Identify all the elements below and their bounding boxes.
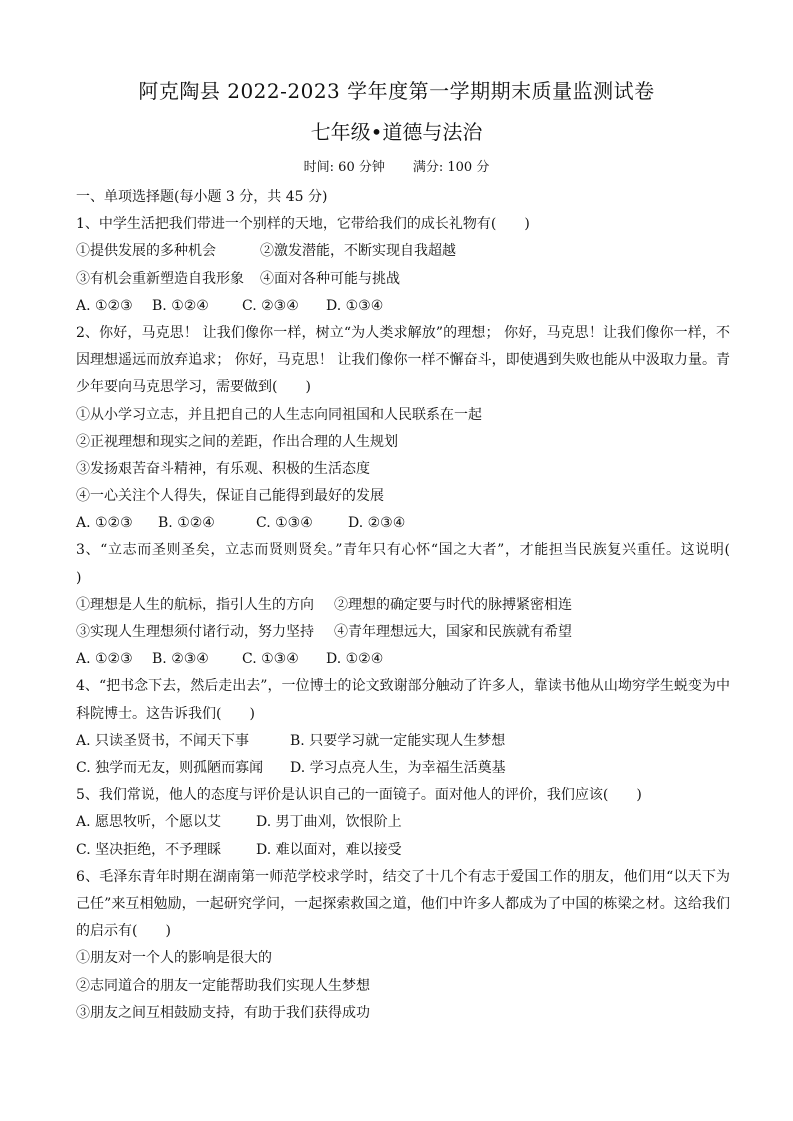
q2-statement-2: ②正视理想和现实之间的差距，作出合理的人生规划 [76,433,398,450]
exam-title: 阿克陶县 2022-2023 学年度第一学期期末质量监测试卷 [138,79,655,103]
q3-statement-4: ④青年理想远大，国家和民族就有希望 [334,624,572,641]
q4-choice-d: D. 学习点亮人生，为幸福生活奠基 [290,760,506,777]
question-4-choices-a [76,728,730,755]
q3-statement-2: ②理想的确定要与时代的脉搏紧密相连 [334,596,572,613]
exam-meta [0,160,793,176]
question-3-stem: 3、“立志而圣则圣矣，立志而贤则贤矣。”青年只有心怀“国之大者”，才能担当民族复兴重任。这说明( ) [76,542,758,586]
q5-choice-b: D. 男丁曲刈，饮恨阶上 [256,814,402,831]
q5-choice-c: C. 坚决拒绝，不予理睬 [76,841,222,858]
q1-statement-1: ①提供发展的多种机会 [76,243,216,260]
question-4-choices-b [76,755,730,782]
exam-score: 满分: 100 分 [412,160,490,175]
question-2-stem: 2、你好，马克思！ 让我们像你一样，树立“为人类求解放”的理想； 你好，马克思！让我们像你一样，不因理想遥远而放弃追求； 你好，马克思！ 让我们像你一样不懈奋斗，即使遇到失败也能从中汲取力量。青少年要向马克思学习，需要做到( ) [76,324,730,396]
q1-statement-2: ②激发潜能，不断实现自我超越 [260,243,456,260]
exam-time: 时间: 60 分钟 [303,160,385,175]
q6-statement-1: ①朋友对一个人的影响是很大的 [76,950,272,967]
q4-choice-c: C. 独学而无友，则孤陋而寡闻 [76,760,264,777]
q2-choice-b: B. ①②④ [158,515,215,532]
question-1-stem: 1、中学生活把我们带进一个别样的天地，它带给我们的成长礼物有( ) [76,216,530,233]
q3-choice-b: B. ②③④ [152,651,209,668]
q3-choice-a: A. ①②③ [76,651,133,668]
q2-statement-3: ③发扬艰苦奋斗精神，有乐观、积极的生活态度 [76,460,370,477]
question-1-statements-b [76,266,730,293]
q1-choice-c: C. ②③④ [242,297,299,314]
q1-statement-4: ④面对各种可能与挑战 [260,270,400,287]
q2-choice-d: D. ②③④ [348,515,406,532]
q1-choice-b: B. ①②④ [152,297,209,314]
q2-choice-c: C. ①③④ [256,515,313,532]
section-heading: 一、单项选择题(每小题 3 分，共 45 分) [76,189,328,205]
q4-choice-a: A. 只读圣贤书，不闻天下事 [76,732,250,749]
q2-choice-a: A. ①②③ [76,515,133,532]
question-1-statements-a [76,238,730,265]
question-4-stem: 4、“把书念下去，然后走出去”，一位博士的论文致谢部分触动了许多人，靠读书他从山坳穷学生蜕变为中科院博士。这告诉我们( ) [76,678,730,722]
q5-choice-d: D. 难以面对，难以接受 [256,841,402,858]
question-5-choices-b [76,837,730,864]
question-2-choices [76,510,730,537]
question-3-statements-a [76,592,730,619]
q6-statement-3: ③朋友之间互相鼓励支持，有助于我们获得成功 [76,1004,370,1021]
q1-choice-a: A. ①②③ [76,297,133,314]
q3-statement-3: ③实现人生理想须付诸行动，努力坚持 [76,624,314,641]
q4-choice-b: B. 只要学习就一定能实现人生梦想 [290,732,506,749]
q3-choice-d: D. ①②④ [326,651,384,668]
q2-statement-4: ④一心关注个人得失，保证自己能得到最好的发展 [76,488,384,505]
exam-subtitle: 七年级•道德与法治 [310,120,483,144]
q3-choice-c: C. ①③④ [242,651,299,668]
q1-statement-3: ③有机会重新塑造自我形象 [76,270,244,287]
question-3-choices [76,646,730,673]
question-1-choices [76,293,730,320]
q3-statement-1: ①理想是人生的航标，指引人生的方向 [76,596,314,613]
q5-choice-a: A. 愿思牧听，个愿以艾 [76,814,222,831]
question-3-statements-b [76,619,730,646]
exam-body [76,184,758,1027]
q1-choice-d: D. ①③④ [326,297,384,314]
q2-statement-1: ①从小学习立志，并且把自己的人生志向同祖国和人民联系在一起 [76,406,482,423]
question-6-stem: 6、毛泽东青年时期在湖南第一师范学校求学时，结交了十几个有志于爱国工作的朋友，他们用“以天下为己任”来互相勉励，一起研究学问，一起探索救国之道，他们中许多人都成为了中国的栋梁之材。这给我们的启示有( ) [76,868,730,940]
question-5-stem: 5、我们常说，他人的态度与评价是认识自己的一面镜子。面对他人的评价，我们应该( ) [76,787,642,804]
q6-statement-2: ②志同道合的朋友一定能帮助我们实现人生梦想 [76,977,370,994]
question-5-choices-a [76,809,730,836]
